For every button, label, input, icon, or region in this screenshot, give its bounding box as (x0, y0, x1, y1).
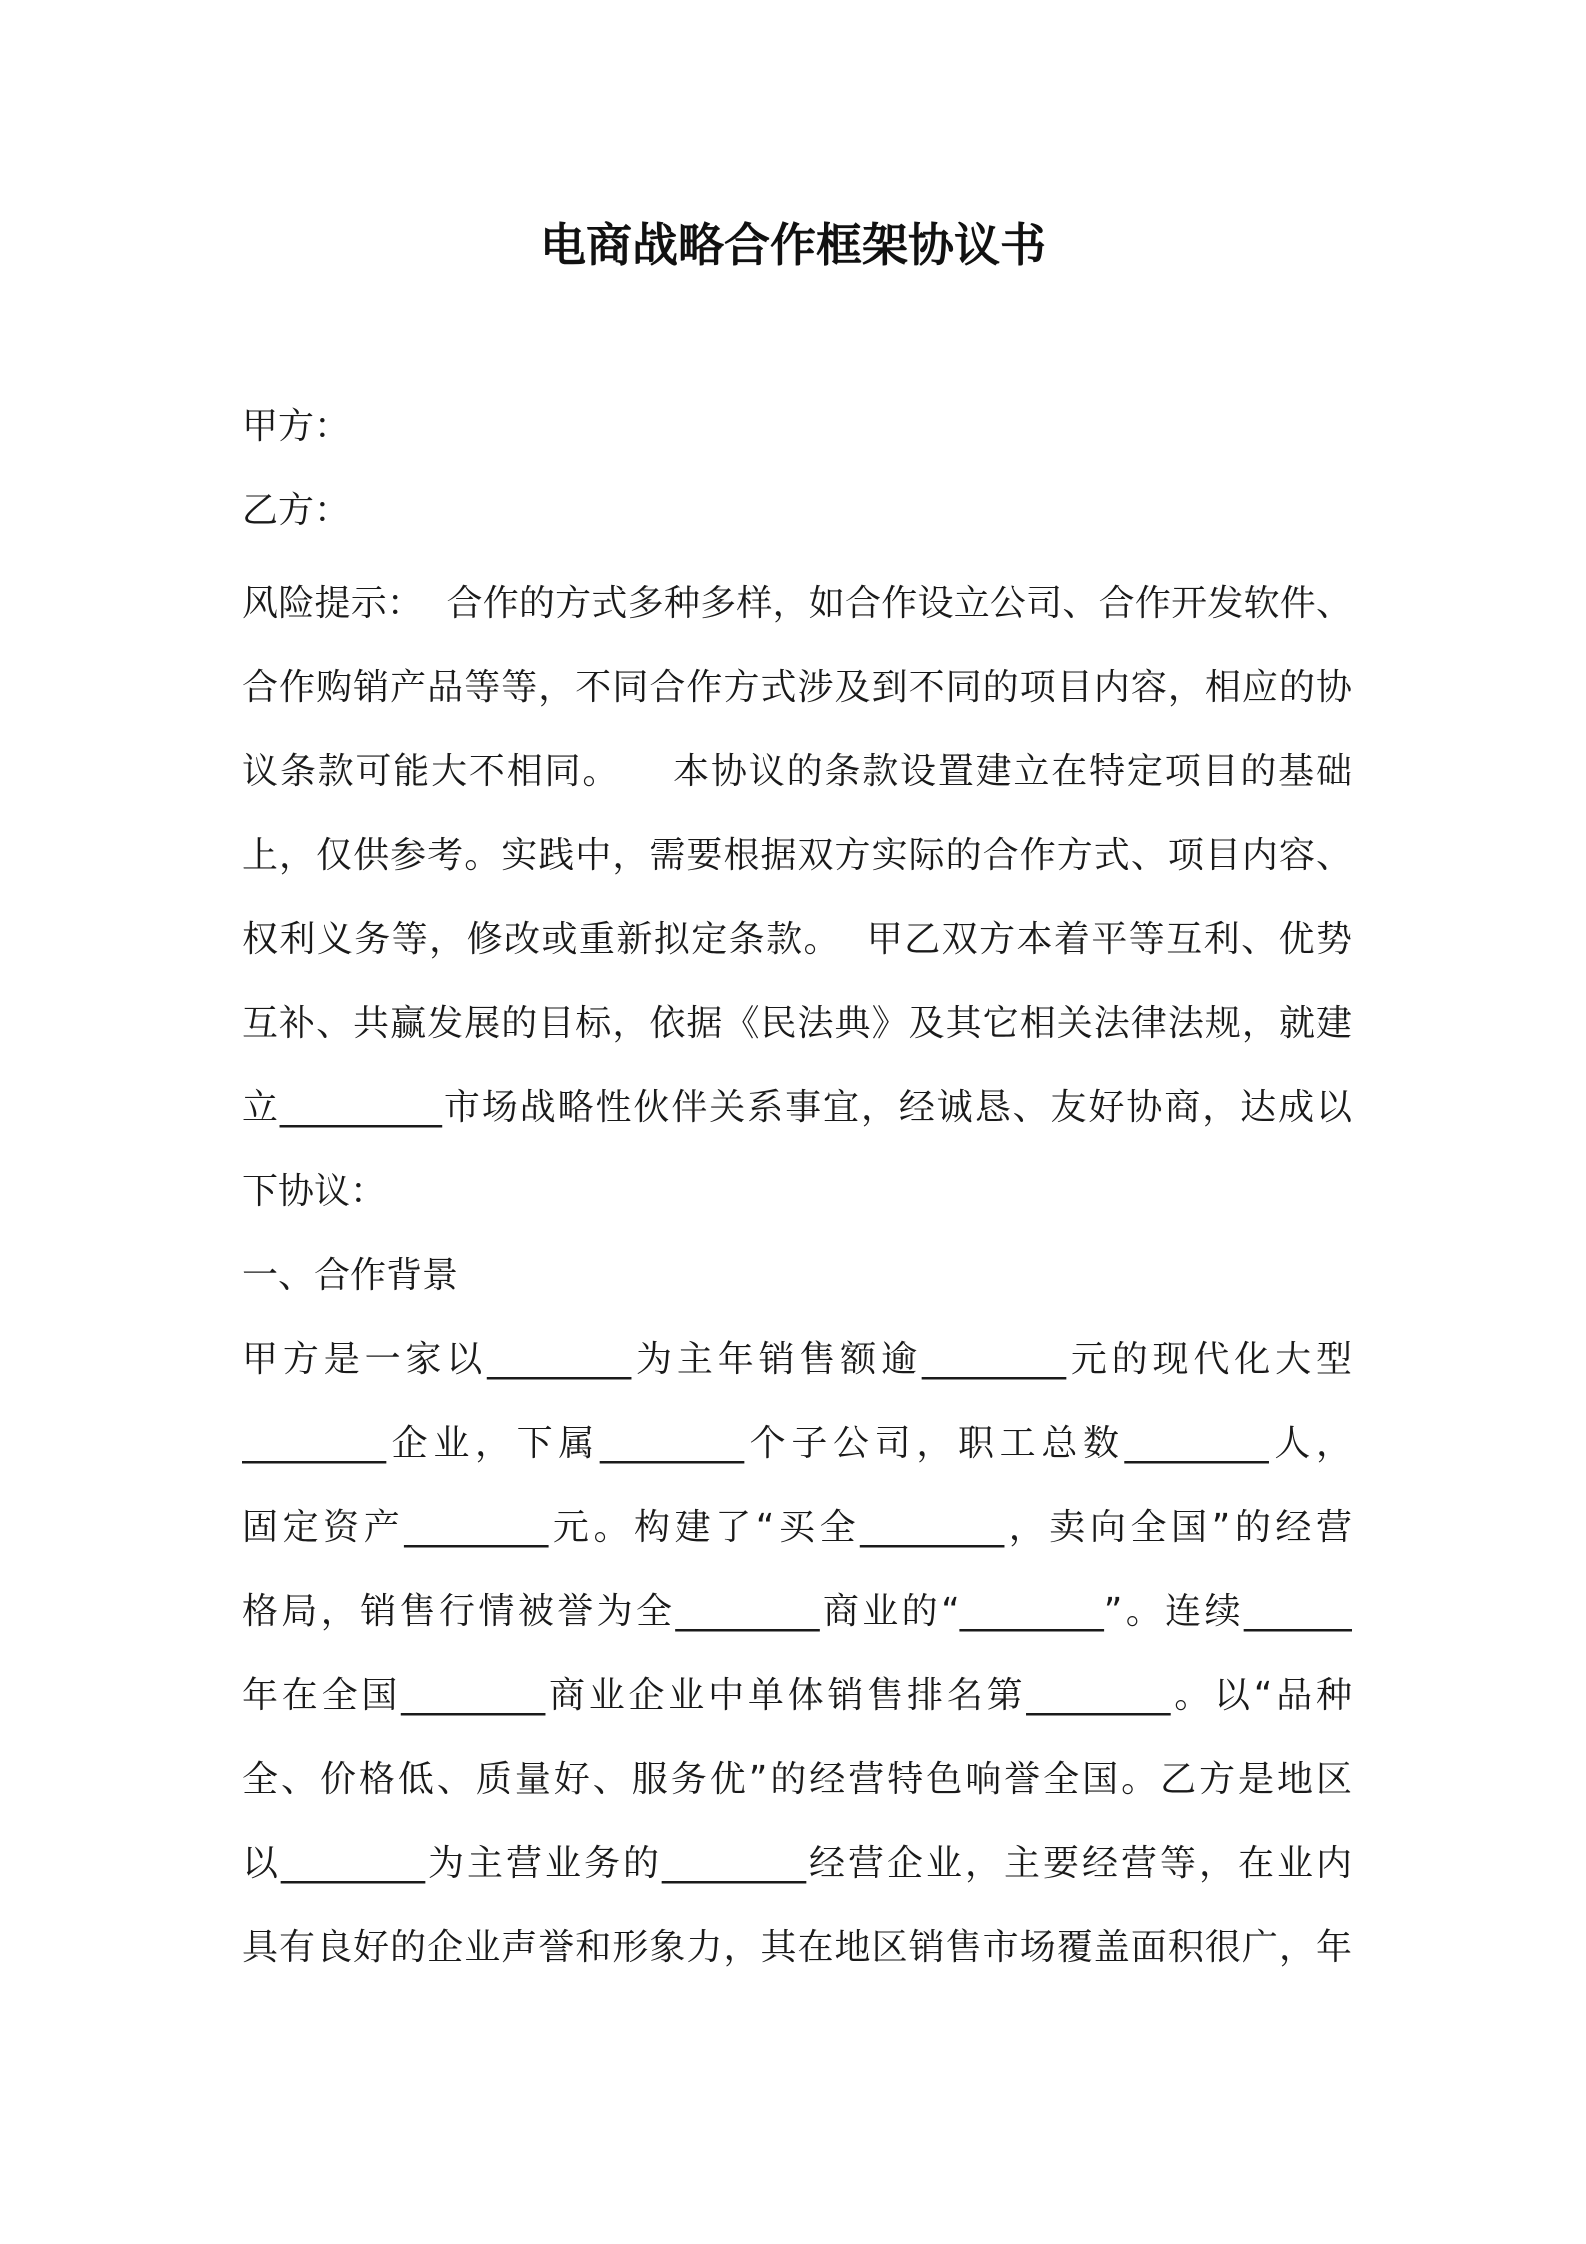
risk-notice-line: 风险提示： 合作的方式多种多样，如合作设立公司、合作开发软件、 (242, 583, 1352, 624)
risk-notice-line: 下协议： (242, 1171, 387, 1212)
background-line: 具有良好的企业声誉和形象力，其在地区销售市场覆盖面积很广，年 (242, 1927, 1352, 1968)
background-line: 甲方是一家以________为主年销售额逾________元的现代化大型 (242, 1339, 1352, 1380)
risk-notice-line: 互补、共赢发展的目标，依据《民法典》及其它相关法律法规，就建 (242, 1003, 1352, 1044)
background-line: ________企业，下属________个子公司，职工总数________人， (242, 1423, 1352, 1464)
risk-notice-line: 议条款可能大不相同。 本协议的条款设置建立在特定项目的基础 (242, 751, 1352, 792)
document-title: 电商战略合作框架协议书 (540, 218, 1046, 272)
risk-notice-line: 合作购销产品等等，不同合作方式涉及到不同的项目内容，相应的协 (242, 667, 1352, 708)
background-line: 全、价格低、质量好、服务优”的经营特色响誉全国。乙方是地区 (242, 1759, 1352, 1800)
risk-notice-line: 权利义务等，修改或重新拟定条款。 甲乙双方本着平等互利、优势 (242, 919, 1352, 960)
risk-notice-line: 立_________市场战略性伙伴关系事宜，经诚恳、友好协商，达成以 (242, 1087, 1352, 1128)
background-line: 格局，销售行情被誉为全________商业的“________”。连续______ (242, 1591, 1352, 1632)
background-line: 以________为主营业务的________经营企业，主要经营等，在业内 (242, 1843, 1352, 1884)
risk-notice-line: 上，仅供参考。实践中，需要根据双方实际的合作方式、项目内容、 (242, 835, 1352, 876)
section-heading-background: 一、合作背景 (242, 1255, 459, 1296)
party-a-label: 甲方： (242, 406, 351, 447)
party-b-label: 乙方： (242, 490, 351, 531)
background-line: 年在全国________商业企业中单体销售排名第________。以“品种 (242, 1675, 1352, 1716)
background-line: 固定资产________元。构建了“买全________，卖向全国”的经营 (242, 1507, 1352, 1548)
